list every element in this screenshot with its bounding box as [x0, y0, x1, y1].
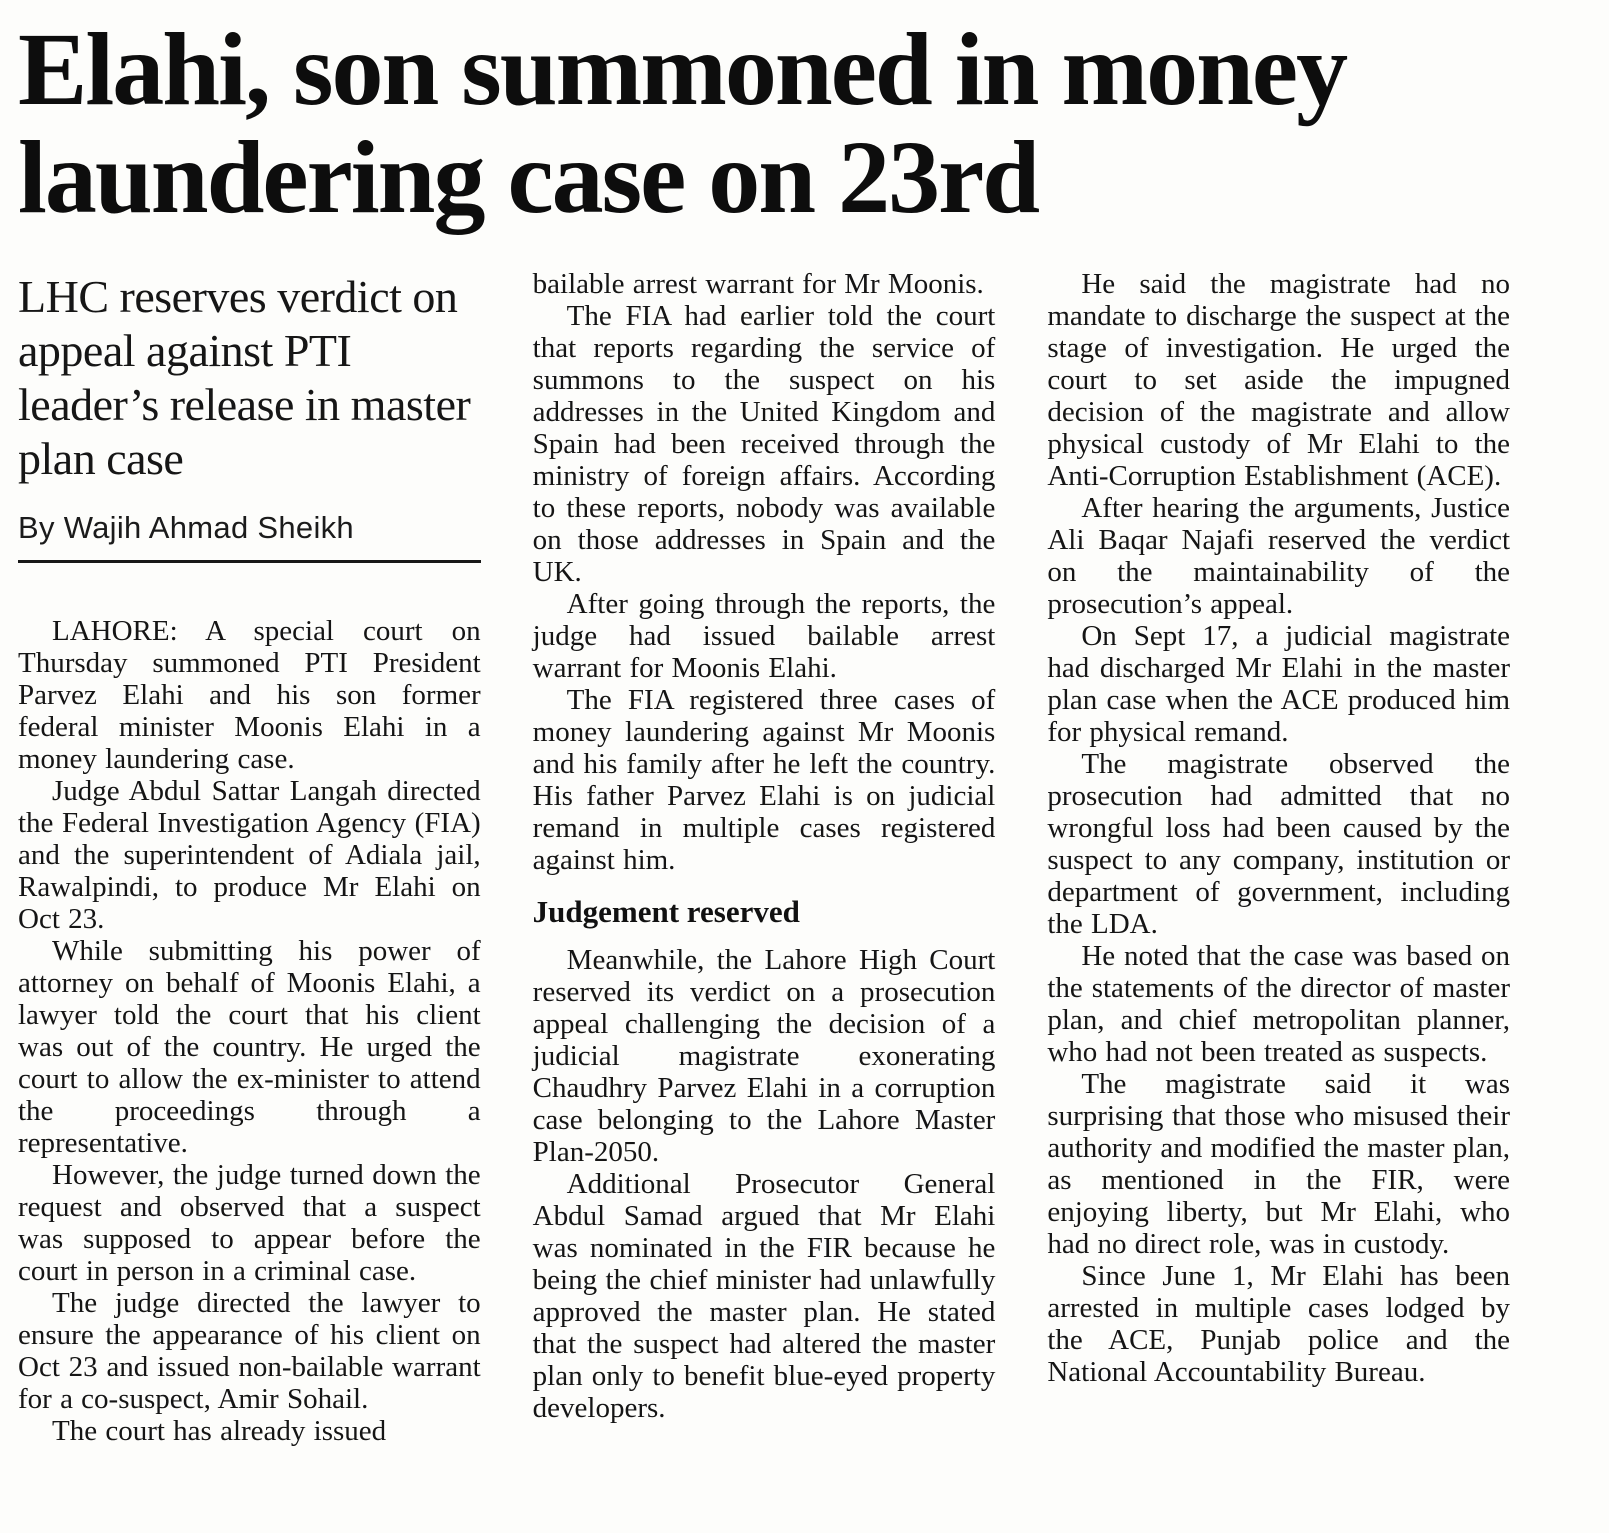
- column-2: [533, 268, 996, 1446]
- paragraph: The FIA had earlier told the court that reports regarding the service of summons to the suspect on his addresses in the United Kingdom and Spain had been received through the ministry of foreign affairs. According to these reports, nobody was available on those addresses in Spain and the UK.: [532, 300, 996, 589]
- article-deck: LHC reserves verdict on appeal against PTI leader’s release in master plan case: [18, 271, 471, 484]
- paragraph: Since June 1, Mr Elahi has been arrested in multiple cases lodged by the ACE, Punjab police and the National Accountability Bureau.: [1047, 1260, 1511, 1389]
- paragraph: Judge Abdul Sattar Langah directed the Federal Investigation Agency (FIA) and the superintendent of Adiala jail, Rawalpindi, to produce Mr Elahi on Oct 23.: [18, 774, 481, 935]
- paragraph: Meanwhile, the Lahore High Court reserved its verdict on a prosecution appeal challenging the decision of a judicial magistrate exonerating Chaudhry Parvez Elahi in a corruption case belonging to the Lahore Master Plan-2050.: [532, 944, 996, 1169]
- paragraph: While submitting his power of attorney on behalf of Moonis Elahi, a lawyer told the court that his client was out of the country. He urged the court to allow the ex-minister to attend the proceedings through a representative.: [18, 934, 481, 1159]
- column-3: [1047, 268, 1510, 1446]
- paragraph: The FIA registered three cases of money laundering against Mr Moonis and his family after he left the country. His father Parvez Elahi is on judicial remand in multiple cases registered against him.: [532, 684, 996, 877]
- paragraph: He noted that the case was based on the statements of the director of master plan, and chief metropolitan planner, who had not been treated as suspects.: [1047, 940, 1511, 1069]
- paragraph: After hearing the arguments, Justice Ali Baqar Najafi reserved the verdict on the maintainability of the prosecution’s appeal.: [1047, 492, 1511, 621]
- paragraph: Additional Prosecutor General Abdul Samad argued that Mr Elahi was nominated in the FIR because he being the chief minister had unlawfully approved the master plan. He stated that the suspect had altered the master plan only to benefit blue-eyed property developers.: [532, 1168, 996, 1425]
- article-columns: [18, 268, 1510, 1446]
- paragraph: After going through the reports, the judge had issued bailable arrest warrant for Moonis Elahi.: [532, 588, 996, 685]
- paragraph: The court has already issued: [52, 1414, 387, 1447]
- column-1-body: [18, 615, 481, 1447]
- paragraph: On Sept 17, a judicial magistrate had discharged Mr Elahi in the master plan case when the ACE produced him for physical remand.: [1047, 620, 1511, 749]
- article-headline: Elahi, son summoned in money laundering case on 23rd: [18, 12, 1347, 236]
- paragraph-continuation: bailable arrest warrant for Mr Moonis.: [532, 268, 984, 301]
- paragraph: The magistrate observed the prosecution had admitted that no wrongful loss had been caused by the suspect to any company, institution or department of government, including the LDA.: [1047, 748, 1511, 941]
- column-1: [18, 268, 481, 1446]
- paragraph: LAHORE: A special court on Thursday summoned PTI President Parvez Elahi and his son former federal minister Moonis Elahi in a money laundering case.: [18, 614, 481, 775]
- byline: By Wajih Ahmad Sheikh: [18, 509, 354, 545]
- paragraph: The magistrate said it was surprising that those who misused their authority and modified the master plan, as mentioned in the FIR, were enjoying liberty, but Mr Elahi, who had no direct role, was in custody.: [1047, 1068, 1511, 1261]
- paragraph: The judge directed the lawyer to ensure the appearance of his client on Oct 23 and issued non-bailable warrant for a co-suspect, Amir Sohail.: [18, 1286, 481, 1415]
- paragraph: However, the judge turned down the request and observed that a suspect was supposed to appear before the court in person in a criminal case.: [18, 1158, 481, 1287]
- paragraph: He said the magistrate had no mandate to discharge the suspect at the stage of investigation. He urged the court to set aside the impugned decision of the magistrate and allow physical custody of Mr Elahi to the Anti-Corruption Establishment (ACE).: [1047, 268, 1511, 493]
- section-subhead: Judgement reserved: [532, 894, 800, 930]
- byline-rule: [18, 560, 481, 563]
